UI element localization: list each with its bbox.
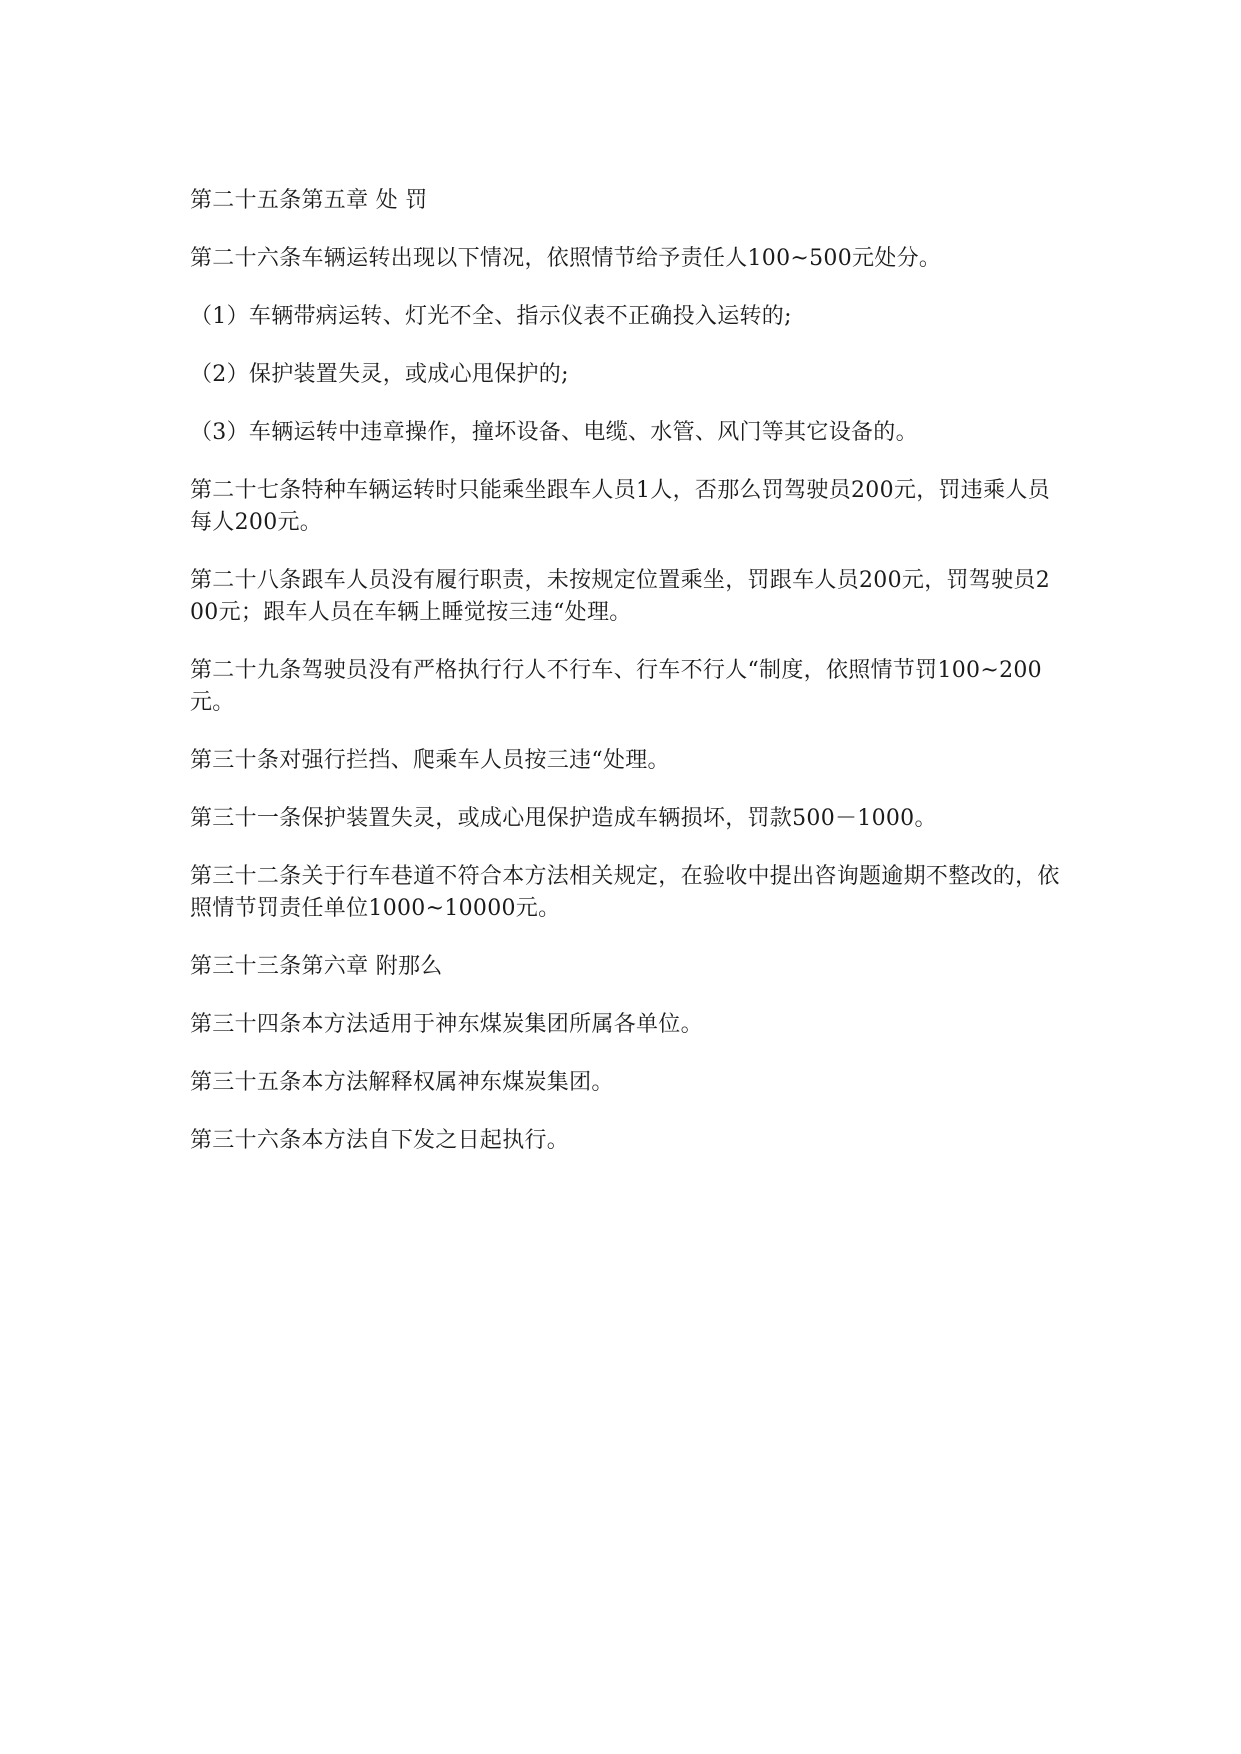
paragraph-article-26-item-1: （1）车辆带病运转、灯光不全、指示仪表不正确投入运转的; — [190, 304, 792, 329]
paragraph-article-32: 第三十二条关于行车巷道不符合本方法相关规定，在验收中提出咨询题逾期不整改的，依照情节罚责任单位1000~10000元。 — [190, 864, 1060, 921]
paragraph-article-29: 第二十九条驾驶员没有严格执行行人不行车、行车不行人“制度，依照情节罚100~200元。 — [190, 658, 1042, 715]
document-body — [190, 185, 1060, 1157]
paragraph-article-28: 第二十八条跟车人员没有履行职责，未按规定位置乘坐，罚跟车人员200元，罚驾驶员200元；跟车人员在车辆上睡觉按三违“处理。 — [190, 568, 1050, 625]
paragraph-article-35: 第三十五条本方法解释权属神东煤炭集团。 — [190, 1070, 614, 1095]
paragraph-article-25: 第二十五条第五章 处 罚 — [190, 188, 428, 213]
paragraph-article-31: 第三十一条保护装置失灵，或成心甩保护造成车辆损坏，罚款500－1000。 — [190, 806, 937, 831]
paragraph-article-26: 第二十六条车辆运转出现以下情况，依照情节给予责任人100~500元处分。 — [190, 246, 942, 271]
paragraph-article-33: 第三十三条第六章 附那么 — [190, 954, 443, 979]
paragraph-article-34: 第三十四条本方法适用于神东煤炭集团所属各单位。 — [190, 1012, 703, 1037]
paragraph-article-27: 第二十七条特种车辆运转时只能乘坐跟车人员1人，否那么罚驾驶员200元，罚违乘人员每人200元。 — [190, 478, 1050, 535]
paragraph-article-26-item-2: （2）保护装置失灵，或成心甩保护的; — [190, 362, 569, 387]
paragraph-article-30: 第三十条对强行拦挡、爬乘车人员按三违“处理。 — [190, 748, 670, 773]
paragraph-article-36: 第三十六条本方法自下发之日起执行。 — [190, 1128, 570, 1153]
paragraph-article-26-item-3: （3）车辆运转中违章操作，撞坏设备、电缆、水管、风门等其它设备的。 — [190, 420, 918, 445]
